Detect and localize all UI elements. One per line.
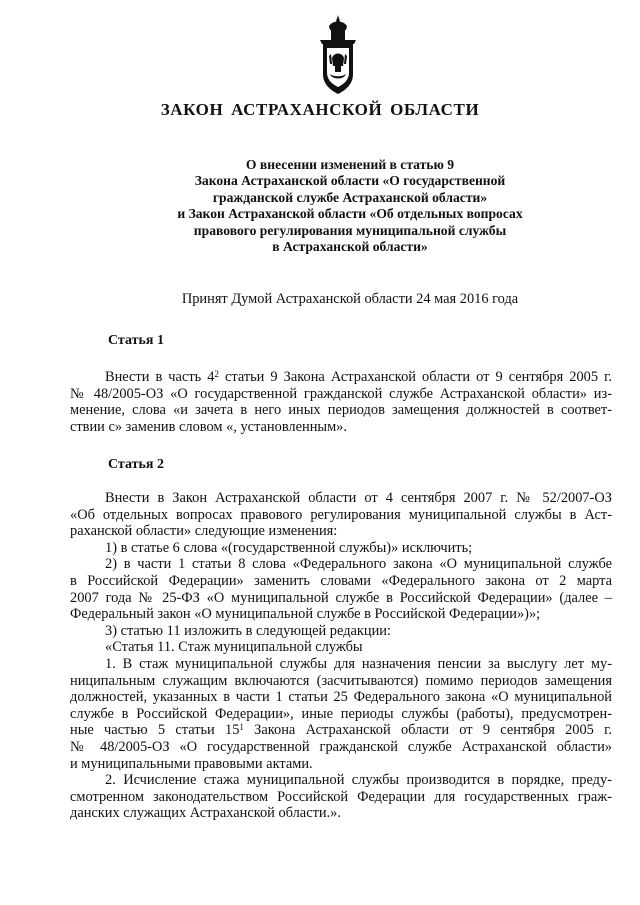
article-2-line: 1) в статье 6 слова «(государственной службы)» исключить;	[105, 539, 473, 556]
article-2-line: «Об отдельных вопросах правового регулирования муниципальной службы в Аст-	[70, 506, 612, 523]
article-2-line: данских служащих Астраханской области.».	[70, 805, 341, 822]
article-2-line: смотренном законодательством Российской Федерации для государственных граж-	[70, 788, 612, 805]
article-2-line: в Российской Федерации» заменить словами «Федерального закона от 2 марта	[70, 572, 612, 589]
subtitle-line: в Астраханской области»	[272, 239, 428, 255]
article-2-line: должностей, указанных в части 1 статьи 25 Федерального закона «О муниципальной	[70, 689, 612, 706]
article-2-heading: Статья 2	[108, 457, 164, 472]
subtitle-line: О внесении изменений в статью 9	[245, 157, 455, 172]
law-title: ЗАКОН АСТРАХАНСКОЙ ОБЛАСТИ	[160, 100, 480, 119]
subtitle-line: Закона Астраханской области «О государственной	[194, 173, 506, 189]
article-2-line: 2007 года № 25-ФЗ «О муниципальной службе в Российской Федерации» (далее –	[70, 589, 612, 606]
article-1-line: ствии с» заменив словом «, установленным».	[70, 418, 347, 435]
subtitle-line: и Закон Астраханской области «Об отдельных вопросах	[177, 206, 523, 222]
article-2-line: раханской области» следующие изменения:	[70, 523, 338, 540]
subtitle-line: правового регулирования муниципальной службы	[193, 222, 507, 238]
article-1-line: менение, слова «и зачета в него иных периодов замещения должностей в соответ-	[70, 402, 612, 419]
article-2-line: ные частью 5 статьи $15^1$ Закона Астраханской области от 9 сентября 2005 г.	[70, 722, 612, 739]
subtitle-line: гражданской службе Астраханской области»	[212, 189, 488, 205]
article-1-line: Внести в часть $4^2$ статьи 9 Закона Астраханской области от 9 сентября 2005 г.	[105, 369, 612, 385]
article-1-heading: Статья 1	[108, 333, 164, 348]
law-subtitle	[0, 157, 640, 255]
article-2-line: 3) статью 11 изложить в следующей редакции:	[105, 622, 391, 639]
article-2-line: и муниципальными правовыми актами.	[70, 755, 313, 772]
article-2-line: ниципальным служащим включаются (засчитываются) помимо периодов замещения	[70, 672, 612, 689]
coat-of-arms-icon	[316, 14, 360, 98]
article-2-line: Внести в Закон Астраханской области от 4 сентября 2007 г. № 52/2007-ОЗ	[105, 490, 612, 506]
article-1-body	[70, 369, 612, 435]
article-2-line: Федеральный закон «О муниципальной службе в Российской Федерации»)»;	[70, 606, 541, 623]
article-2-line: 1. В стаж муниципальной службы для назначения пенсии за выслугу лет му-	[105, 655, 612, 672]
adoption-date: Принят Думой Астраханской области 24 мая 2016 года	[181, 291, 519, 307]
article-2-line: службе в Российской Федерации», иные периоды службы (работы), предусмотрен-	[70, 705, 612, 722]
article-2-body	[70, 490, 612, 822]
article-2-line: «Статья 11. Стаж муниципальной службы	[105, 639, 363, 656]
article-1-line: № 48/2005-ОЗ «О государственной гражданской службе Астраханской области» из-	[70, 385, 612, 402]
article-2-line: № 48/2005-ОЗ «О государственной гражданской службе Астраханской области»	[70, 738, 612, 755]
article-2-line: 2. Исчисление стажа муниципальной службы производится в порядке, преду-	[105, 772, 612, 789]
article-2-line: 2) в части 1 статьи 8 слова «Федерального закона «О муниципальной службе	[105, 556, 612, 573]
